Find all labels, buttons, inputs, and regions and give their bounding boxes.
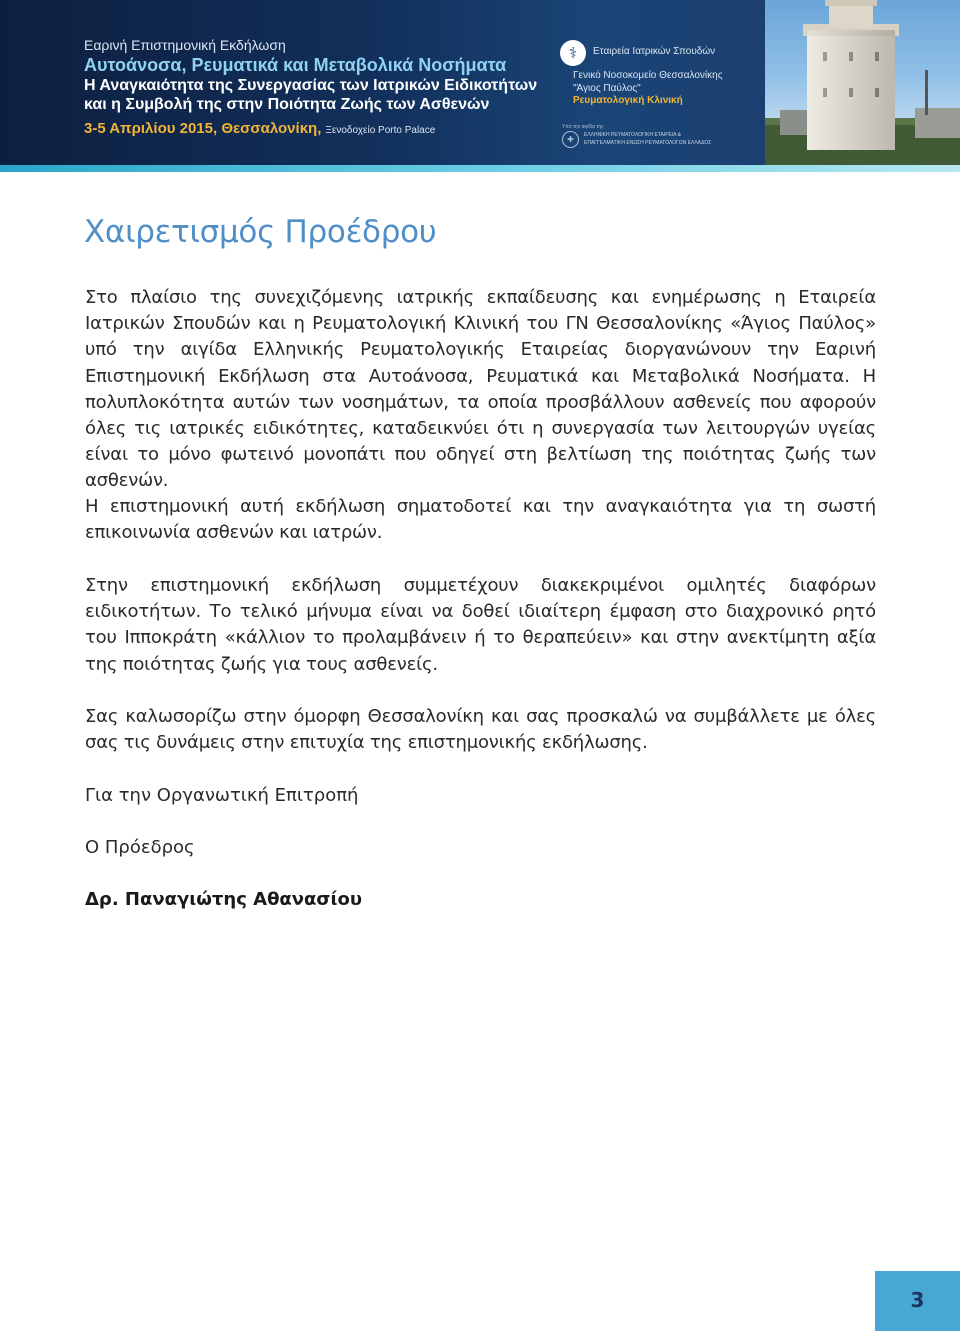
caduceus-logo-icon: ⚕: [560, 40, 586, 66]
signature-name: Δρ. Παναγιώτης Αθανασίου: [85, 889, 362, 910]
paragraph-welcome: Σας καλωσορίζω στην όμορφη Θεσσαλονίκη και σας προσκαλώ να συμβάλλετε με όλες σας τις δυνάμεις στην επιτυχία της επιστημονικής εκδήλωσης.: [85, 706, 876, 754]
event-venue: Ξενοδοχείο Porto Palace: [325, 125, 436, 136]
auspices-label: Υπό την αιγίδα της:: [562, 124, 605, 130]
event-date-text: 3-5 Απριλίου 2015, Θεσσαλονίκη,: [84, 120, 322, 137]
clinic-name: Ρευματολογική Κλινική: [573, 95, 683, 106]
paragraph-speakers: Στην επιστημονική εκδήλωση συμμετέχουν διακεκριμένοι ομιλητές διαφόρων ειδικοτήτων. Το τελικό μήνυμα είναι να δοθεί ιδιαίτερη έμφαση στο διαχρονικό ρητό του Ιπποκράτη «κάλλιον το προλαμβάνειν ή το θεραπεύειν» και στην ανεκτίμητη αξία της ποιότητας ζωής για τους ασθενείς.: [85, 575, 876, 675]
page-number-box: [875, 1271, 960, 1331]
paragraph-communication: Η επιστημονική αυτή εκδήλωση σηματοδοτεί και την αναγκαιότητα για τη σωστή επικοινωνία ασθενών και ιατρών.: [85, 496, 876, 544]
banner-accent-stripe: [0, 165, 960, 172]
page-number: 3: [910, 1288, 925, 1312]
hospital-name: Γενικό Νοσοκομείο Θεσσαλονίκης: [573, 70, 723, 81]
closing-role: Ο Πρόεδρος: [85, 837, 195, 858]
event-subtitle-2: και η Συμβολή της στην Ποιότητα Ζωής των Ασθενών: [84, 96, 490, 113]
hospital-name-2: "Άγιος Παύλος": [573, 83, 641, 94]
auspices-society-1: ΕΛΛΗΝΙΚΗ ΡΕΥΜΑΤΟΛΟΓΙΚΗ ΕΤΑΙΡΕΙΑ &: [584, 132, 682, 138]
auspices-society-2: ΕΠΑΓΓΕΛΜΑΤΙΚΗ ΕΝΩΣΗ ΡΕΥΜΑΤΟΛΟΓΩΝ ΕΛΛΑΔΟΣ: [584, 140, 712, 146]
header-banner: [0, 0, 960, 168]
page-title: Χαιρετισμός Προέδρου: [84, 213, 437, 250]
event-type: Εαρινή Επιστημονική Εκδήλωση: [84, 37, 286, 53]
white-tower-photo: [765, 0, 960, 165]
organizer-name: Εταιρεία Ιατρικών Σπουδών: [593, 46, 716, 57]
paragraph-intro: Στο πλαίσιο της συνεχιζόμενης ιατρικής εκπαίδευσης και ενημέρωσης η Εταιρεία Ιατρικών Σπουδών και η Ρευματολογική Κλινική του ΓΝ Θεσσαλονίκης «Άγιος Παύλος» υπό την αιγίδα Ελληνικής Ρευματολογικής Εταιρείας διοργανώνουν την Εαρινή Επιστημονική Εκδήλωση στα Αυτοάνοσα, Ρευματικά και Μεταβολικά Νοσήματα. Η πολυπλοκότητα αυτών των νοσημάτων, τα οποία προσβάλλουν ασθενείς που αφορούν όλες τις ιατρικές ειδικότητες, καταδεικνύει ότι η συνεργασία των λειτουργών υγείας είναι το μόνο φωτεινό μονοπάτι που οδηγεί στη βελτίωση της ποιότητας ζωής των ασθενών.: [85, 287, 876, 492]
white-tower-illustration: [765, 0, 960, 165]
society-seal-icon: ✚: [562, 131, 579, 148]
event-subtitle-1: Η Αναγκαιότητα της Συνεργασίας των Ιατρικών Ειδικοτήτων: [84, 77, 538, 94]
closing-committee: Για την Οργανωτική Επιτροπή: [85, 785, 359, 806]
event-title: Αυτοάνοσα, Ρευματικά και Μεταβολικά Νοσήματα: [84, 55, 507, 75]
event-date: [84, 120, 435, 137]
